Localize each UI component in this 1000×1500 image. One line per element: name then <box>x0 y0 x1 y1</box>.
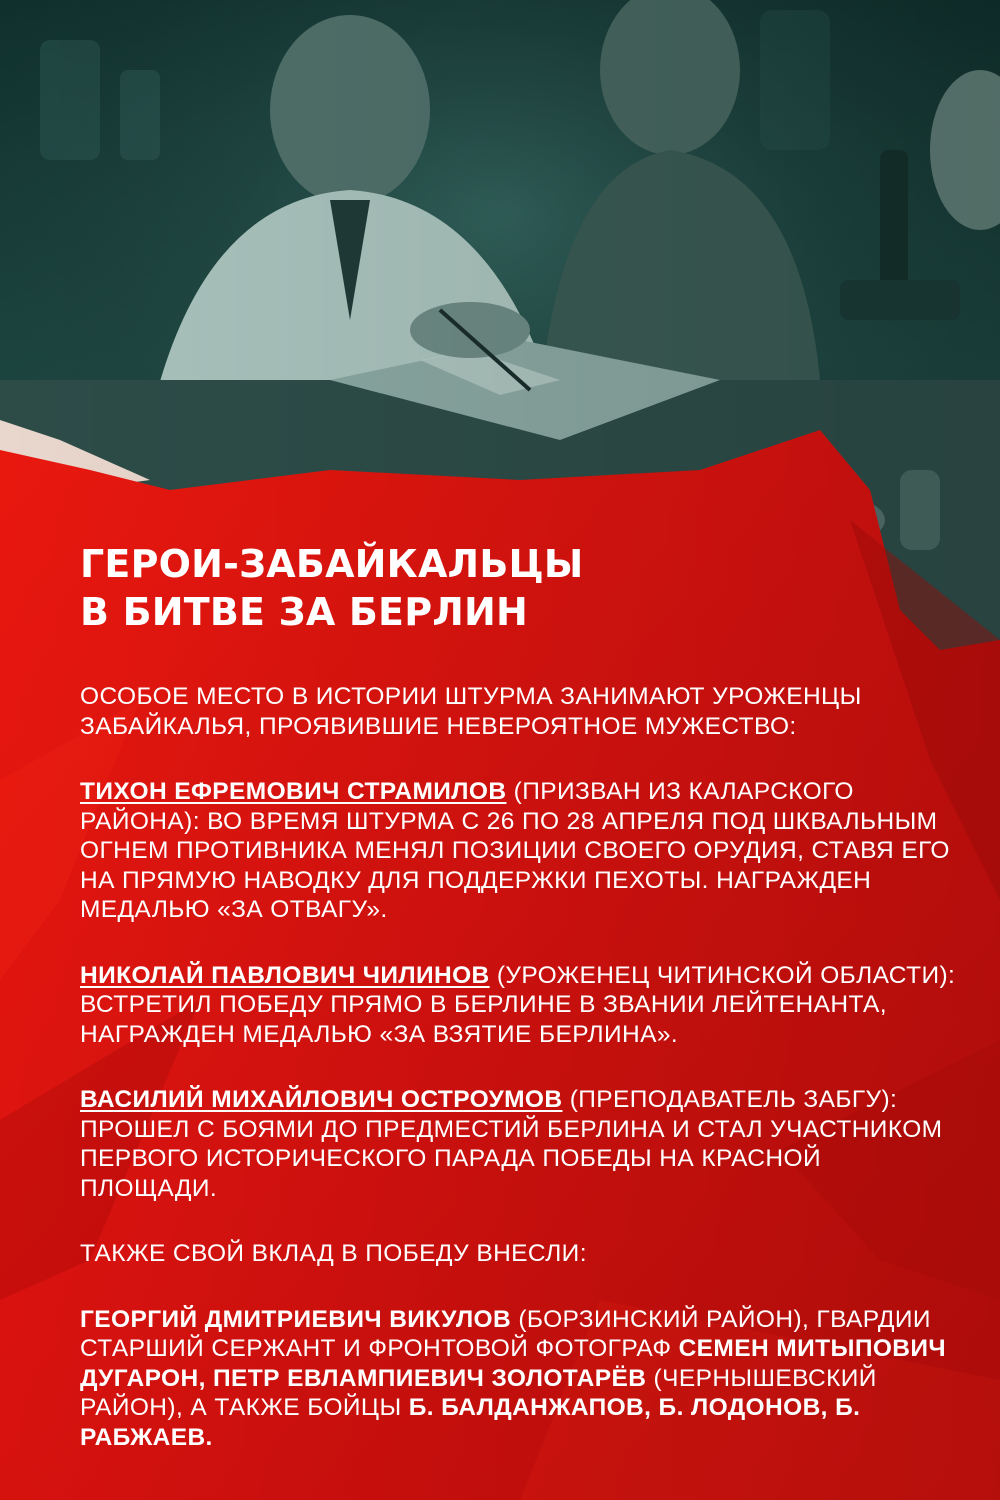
page-title <box>80 540 960 636</box>
hero-paragraph <box>80 1085 960 1203</box>
hero-text: (ПРИЗВАН ИЗ КАЛАРСКОГО РАЙОНА): ВО ВРЕМЯ ШТУРМА С 26 ПО 28 АПРЕЛЯ ПОД ШКВАЛЬНЫМ ОГНЕМ ПРОТИВНИКА МЕНЯЛ ПОЗИЦИИ СВОЕГО ОРУДИЯ, СТАВЯ ЕГО НА ПРЯМУЮ НАВОДКУ ДЛЯ ПОДДЕРЖКИ ПЕХОТЫ. НАГРАЖДЕН МЕДАЛЬЮ «ЗА ОТВАГУ». <box>80 778 950 923</box>
intro-paragraph: ОСОБОЕ МЕСТО В ИСТОРИИ ШТУРМА ЗАНИМАЮТ УРОЖЕНЦЫ ЗАБАЙКАЛЬЯ, ПРОЯВИВШИЕ НЕВЕРОЯТНОЕ МУЖЕСТВО: <box>80 683 862 740</box>
title-line-1: ГЕРОИ-ЗАБАЙКАЛЬЦЫ <box>80 542 584 586</box>
hero-name: НИКОЛАЙ ПАВЛОВИЧ ЧИЛИНОВ <box>80 961 490 989</box>
hero-name: ВАСИЛИЙ МИХАЙЛОВИЧ ОСТРОУМОВ <box>80 1086 563 1113</box>
text-content <box>80 540 960 1488</box>
hero-paragraph <box>80 961 960 1050</box>
hero-name: ТИХОН ЕФРЕМОВИЧ СТРАМИЛОВ <box>80 778 507 805</box>
other-names-1: ГЕОРГИЙ ДМИТРИЕВИЧ ВИКУЛОВ <box>80 1305 512 1333</box>
also-contributed-paragraph: ТАКЖЕ СВОЙ ВКЛАД В ПОБЕДУ ВНЕСЛИ: <box>80 1240 587 1267</box>
other-text-1: (БОРЗИНСКИЙ РАЙОН), ГВАРДИИ СТАРШИЙ СЕРЖАНТ И ФРОНТОВОЙ ФОТОГРАФ <box>80 1305 931 1362</box>
hero-paragraph <box>80 777 960 925</box>
other-text-2: (ЧЕРНЫШЕВСКИЙ РАЙОН), А ТАКЖЕ БОЙЦЫ <box>80 1364 877 1421</box>
others-paragraph <box>80 1305 960 1453</box>
other-names-3: Б. БАЛДАНЖАПОВ, Б. ЛОДОНОВ, Б. РАБЖАЕВ. <box>80 1394 861 1451</box>
hero-text: (УРОЖЕНЕЦ ЧИТИНСКОЙ ОБЛАСТИ): ВСТРЕТИЛ ПОБЕДУ ПРЯМО В БЕРЛИНЕ В ЗВАНИИ ЛЕЙТЕНАНТА, НАГРАЖДЕН МЕДАЛЬЮ «ЗА ВЗЯТИЕ БЕРЛИНА». <box>80 961 956 1048</box>
other-names-2: СЕМЕН МИТЫПОВИЧ ДУГАРОН, ПЕТР ЕВЛАМПИЕВИЧ ЗОЛОТАРЁВ <box>80 1335 947 1392</box>
hero-text: (ПРЕПОДАВАТЕЛЬ ЗАБГУ): ПРОШЕЛ С БОЯМИ ДО ПРЕДМЕСТИЙ БЕРЛИНА И СТАЛ УЧАСТНИКОМ ПЕРВОГО ИСТОРИЧЕСКОГО ПАРАДА ПОБЕДЫ НА КРАСНОЙ ПЛОЩАДИ. <box>80 1086 943 1202</box>
title-line-2: В БИТВЕ ЗА БЕРЛИН <box>80 590 529 634</box>
